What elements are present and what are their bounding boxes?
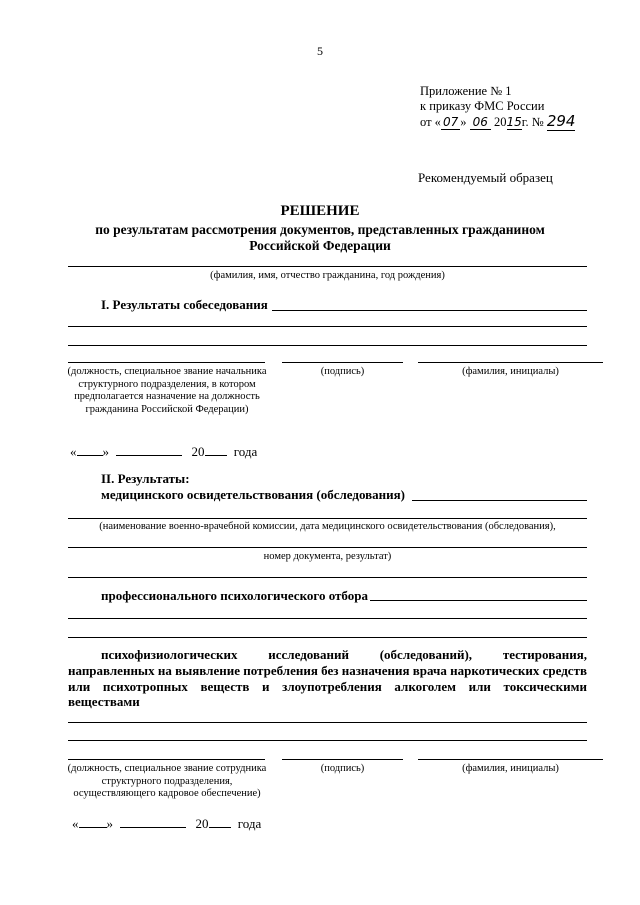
- signature-line[interactable]: [282, 362, 403, 363]
- hr-position-caption: (должность, специальное звание сотрудника структурного подразделения, осуществляющего кадровое обеспечение): [67, 763, 267, 799]
- recommended-sample: Рекомендуемый образец: [418, 170, 553, 185]
- psych-field-line2[interactable]: [68, 618, 587, 619]
- appendix-line1: Приложение № 1: [420, 84, 512, 98]
- drug-test-line1: психофизиологических исследований (обследований), тестирования,: [101, 647, 587, 662]
- document-title: РЕШЕНИЕ: [280, 203, 360, 219]
- appendix-line2: к приказу ФМС России: [420, 99, 545, 113]
- drug-field-line[interactable]: [68, 722, 587, 723]
- medical-field-line2[interactable]: [68, 518, 587, 519]
- hr-position-sign-line[interactable]: [68, 759, 265, 760]
- year-field[interactable]: [205, 455, 227, 456]
- medical-field-line3[interactable]: [68, 547, 587, 548]
- handwritten-day: 07: [442, 115, 459, 129]
- position-sign-line[interactable]: [68, 362, 265, 363]
- medical-field-line4[interactable]: [68, 577, 587, 578]
- handwritten-month: 06: [470, 115, 491, 130]
- position-caption: (должность, специальное звание начальника структурного подразделения, в котором предполагается назначение на должность гражданина Российской Федерации): [67, 366, 267, 415]
- day-field[interactable]: [77, 455, 103, 456]
- section2-heading: II. Результаты:: [101, 471, 190, 486]
- drug-test-line4: веществами: [68, 694, 140, 709]
- handwritten-year: 15: [506, 115, 522, 129]
- date-suffix: года: [233, 444, 258, 459]
- year-prefix: 20: [494, 115, 507, 129]
- hr-signature-caption: (подпись): [320, 763, 365, 774]
- fio-line[interactable]: [68, 266, 587, 267]
- name-sign-line[interactable]: [418, 362, 603, 363]
- page-number: 5: [317, 44, 323, 58]
- document-subtitle-line1: по результатам рассмотрения документов, представленных гражданином: [95, 222, 545, 237]
- signature-caption: (подпись): [320, 366, 365, 377]
- drug-field-line2[interactable]: [68, 740, 587, 741]
- hr-signature-line[interactable]: [282, 759, 403, 760]
- medical-caption1: (наименование военно-врачебной комиссии, дата медицинского освидетельствования (обследования),: [99, 521, 556, 532]
- section1-label: I. Результаты собеседования: [101, 297, 268, 312]
- section1-date: [70, 444, 257, 460]
- year-end: г. №: [521, 115, 544, 129]
- date-prefix: от «: [420, 115, 441, 129]
- year-field[interactable]: [209, 827, 231, 828]
- date-open-quote: «: [72, 816, 79, 831]
- hr-name-caption: (фамилия, инициалы): [462, 763, 559, 774]
- date-close-quote: »: [106, 816, 113, 831]
- document-subtitle-line2: Российской Федерации: [249, 238, 391, 253]
- name-caption: (фамилия, инициалы): [462, 366, 559, 377]
- psych-field-line[interactable]: [370, 600, 587, 601]
- month-field[interactable]: [120, 827, 186, 828]
- appendix-block: [420, 84, 575, 130]
- drug-test-line2: направленных на выявление потребления без назначения врача наркотических средств: [68, 663, 587, 678]
- day-field[interactable]: [79, 827, 107, 828]
- date-open-quote: «: [70, 444, 77, 459]
- drug-test-line3: или психотропных веществ и злоупотребления алкоголем или токсическими: [68, 679, 587, 694]
- medical-caption2: номер документа, результат): [263, 551, 392, 562]
- interview-field-line2[interactable]: [68, 326, 587, 327]
- year-prefix: 20: [195, 816, 209, 831]
- fio-caption: (фамилия, имя, отчество гражданина, год рождения): [210, 270, 445, 281]
- date-mid: »: [460, 115, 467, 129]
- date-suffix: года: [237, 816, 262, 831]
- year-prefix: 20: [191, 444, 205, 459]
- appendix-date-line: [420, 114, 575, 130]
- month-field[interactable]: [116, 455, 182, 456]
- interview-field-line3[interactable]: [68, 345, 587, 346]
- date-close-quote: »: [102, 444, 109, 459]
- hr-name-sign-line[interactable]: [418, 759, 603, 760]
- interview-field-line[interactable]: [272, 310, 587, 311]
- psych-label: профессионального психологического отбора: [101, 588, 368, 603]
- medical-label: медицинского освидетельствования (обследования): [101, 487, 406, 502]
- handwritten-number: 294: [546, 112, 576, 130]
- psych-field-line3[interactable]: [68, 637, 587, 638]
- section2-date: [72, 816, 261, 832]
- medical-field-line[interactable]: [412, 500, 587, 501]
